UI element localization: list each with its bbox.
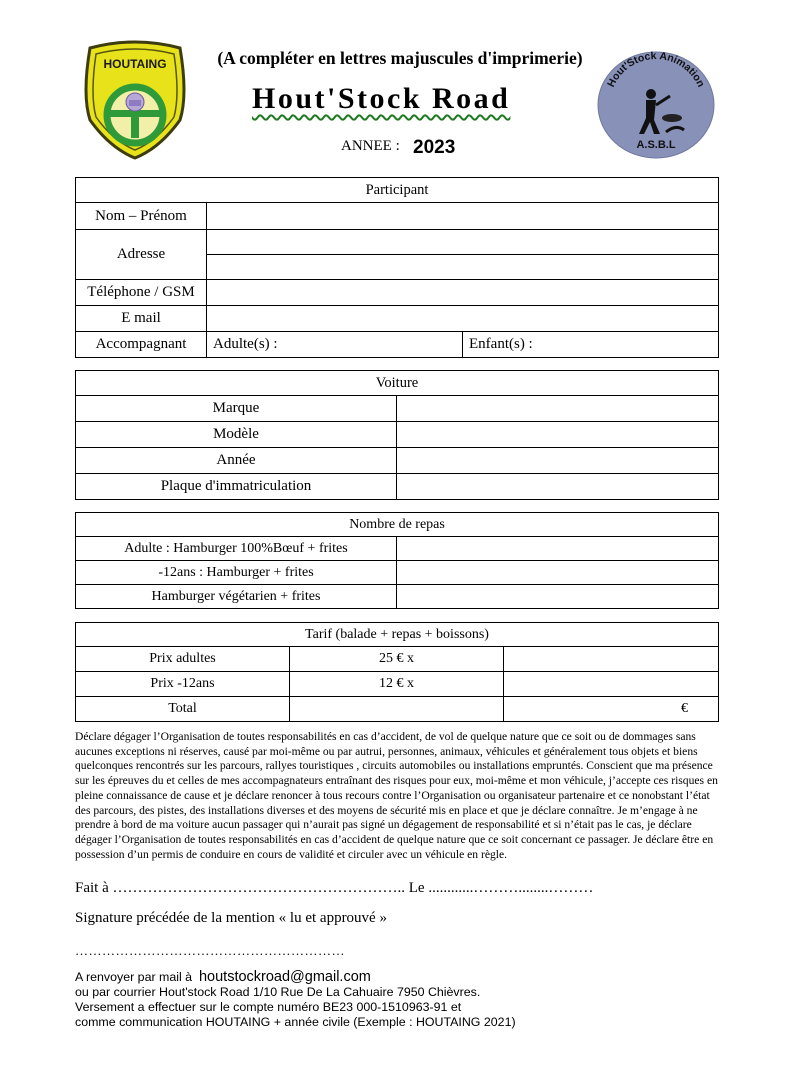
children-field[interactable]	[463, 332, 719, 358]
name-label: Nom – Prénom	[76, 203, 207, 230]
signature-label: Signature précédée de la mention « lu et approuvé »	[75, 910, 387, 926]
children-label: Enfant(s) :	[469, 336, 533, 352]
liability-disclaimer: Déclare dégager l’Organisation de toutes responsabilités en cas d’accident, de vol de quelque nature que ce soit ou de dommages sans aucunes exceptions ni réserves, causé par moi-même ou par autrui, personnes, animaux, véhicules et généralement tous objets et biens quelconques rencontrés sur les parcours, rallyes touristiques , circuits automobiles ou installations empruntés. Conscient que ma présence sur les épreuves du et celles de mes accompagnateurs entraînant des risques pour eux, moi-même et mon véhicule, j’accepte ces risques en pleine connaissance de cause et je déclare renoncer à tous recours contre l’Organisation ou organisateur partenaire et ce nonobstant l’état des parcours, des pistes, des installations diverses et des moyens de sécurité mis en place et que je déclare connaître. Je m’engage à ne prendre à bord de ma voiture aucun passager qui n’aurait pas signé un dégagement de responsabilité et si n’était pas le cas, je déclare dégager l’Organisation de toutes responsabilités en cas d’accident de quelque nature que ce soit concernant ce passager. Je déclare être en possession d’un permis de conduire en cours de validité et circuler avec un véhicule en règle.	[75, 730, 718, 861]
event-title: Hout'Stock Road	[252, 82, 511, 115]
meal-adult-field[interactable]	[397, 537, 719, 561]
total-label: Total	[76, 697, 290, 722]
total-spacer	[290, 697, 504, 722]
adult-price-value: 25 € x	[290, 647, 504, 672]
car-plate-field[interactable]	[397, 474, 719, 500]
adults-label: Adulte(s) :	[213, 336, 278, 352]
participant-table	[75, 177, 719, 358]
payment-reference: comme communication HOUTAING + année civile (Exemple : HOUTAING 2021)	[75, 1015, 516, 1029]
companion-label: Accompagnant	[76, 332, 207, 358]
name-field[interactable]	[207, 203, 719, 230]
car-heading: Voiture	[76, 371, 719, 396]
currency-symbol: €	[681, 701, 688, 716]
car-model-field[interactable]	[397, 422, 719, 448]
total-field[interactable]	[504, 697, 719, 722]
meals-heading: Nombre de repas	[76, 513, 719, 537]
meal-child-field[interactable]	[397, 561, 719, 585]
child-price-value: 12 € x	[290, 672, 504, 697]
email-label: E mail	[76, 306, 207, 332]
payment-account: Versement a effectuer sur le compte numéro BE23 000-1510963-91 et	[75, 1000, 462, 1014]
adult-price-label: Prix adultes	[76, 647, 290, 672]
phone-field[interactable]	[207, 280, 719, 306]
svg-text:Hout'Stock Animation: Hout'Stock Animation	[605, 50, 707, 90]
car-table	[75, 370, 719, 500]
fill-instruction: (A compléter en lettres majuscules d'imprimerie)	[217, 48, 583, 68]
adult-price-total-field[interactable]	[504, 647, 719, 672]
contact-email[interactable]: houtstockroad@gmail.com	[198, 969, 371, 985]
car-brand-field[interactable]	[397, 396, 719, 422]
car-brand-label: Marque	[76, 396, 397, 422]
car-year-field[interactable]	[397, 448, 719, 474]
email-field[interactable]	[207, 306, 719, 332]
year-label: ANNEE :	[341, 138, 400, 154]
houtaing-logo	[80, 40, 190, 160]
footer-instructions	[75, 970, 516, 1030]
child-price-label: Prix -12ans	[76, 672, 290, 697]
year-value: 2023	[413, 137, 456, 158]
svg-text:HOUTAING: HOUTAING	[103, 57, 167, 71]
address-label: Adresse	[76, 230, 207, 280]
address-field-line2[interactable]	[207, 255, 719, 280]
meal-child-label: -12ans : Hamburger + frites	[76, 561, 397, 585]
signature-line[interactable]: ……………………………………………………	[75, 943, 345, 958]
meal-veggie-label: Hamburger végétarien + frites	[76, 585, 397, 609]
meals-table	[75, 512, 719, 609]
car-model-label: Modèle	[76, 422, 397, 448]
phone-label: Téléphone / GSM	[76, 280, 207, 306]
postal-address: ou par courrier Hout'stock Road 1/10 Rue De La Cahuaire 7950 Chièvres.	[75, 985, 481, 999]
pricing-heading: Tarif (balade + repas + boissons)	[76, 623, 719, 647]
child-price-total-field[interactable]	[504, 672, 719, 697]
car-year-label: Année	[76, 448, 397, 474]
svg-text:A.S.B.L: A.S.B.L	[636, 139, 676, 151]
participant-heading: Participant	[76, 178, 719, 203]
place-date-line[interactable]: Fait à ………………………………………………….. Le ............………........………	[75, 880, 594, 896]
address-field-line1[interactable]	[207, 230, 719, 255]
meal-veggie-field[interactable]	[397, 585, 719, 609]
car-plate-label: Plaque d'immatriculation	[76, 474, 397, 500]
meal-adult-label: Adulte : Hamburger 100%Bœuf + frites	[76, 537, 397, 561]
houtstock-animation-logo	[596, 50, 716, 160]
adults-field[interactable]	[207, 332, 463, 358]
pricing-table	[75, 622, 719, 722]
return-by-mail-label: A renvoyer par mail à	[75, 970, 193, 984]
